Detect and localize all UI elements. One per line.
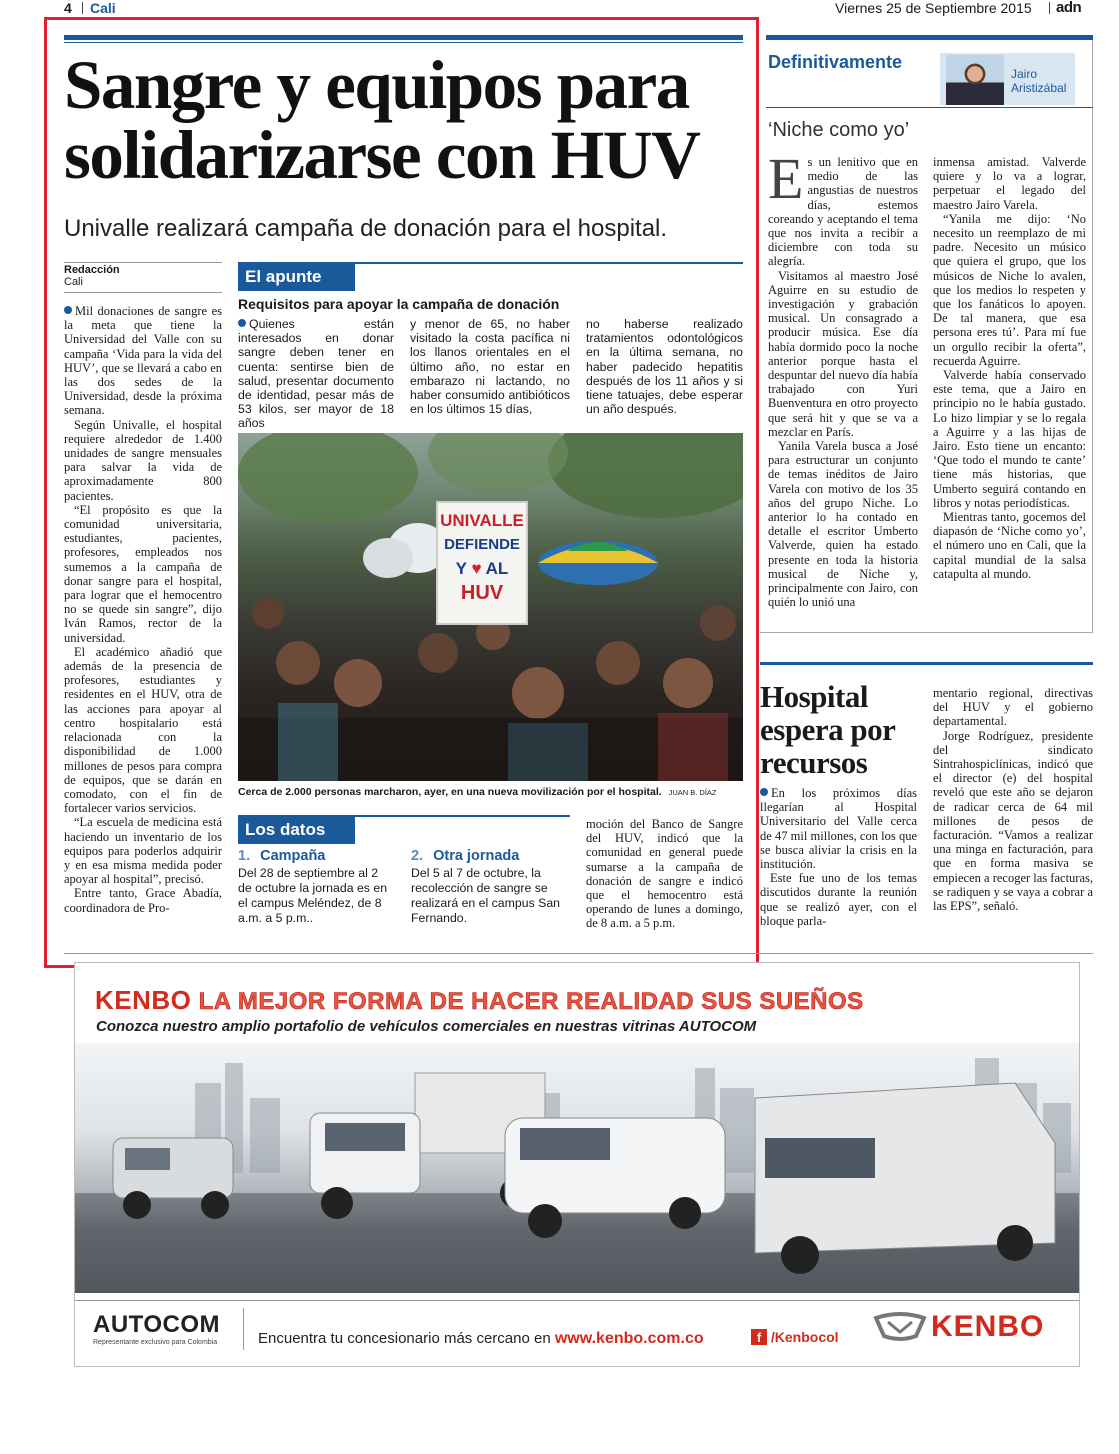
ad-vehicles-image: [75, 1043, 1080, 1293]
datos-item-1-text: Del 28 de septiembre al 2 de octubre la jornada es en el campus Meléndez, de 8 a.m. a 5 p.m..: [238, 866, 388, 925]
photo-caption: [238, 786, 743, 798]
ad-footer-rule: [75, 1300, 1080, 1301]
sign-line-3: Y ♥ AL: [455, 559, 509, 578]
social-link[interactable]: [751, 1329, 839, 1345]
apunte-title: El apunte: [238, 264, 355, 291]
dealer-name: AUTOCOM: [93, 1311, 221, 1338]
main-subheadline: Univalle realizará campaña de donación para el hospital.: [64, 215, 668, 242]
ad-subline: Conozca nuestro amplio portafolio de vehículos comerciales en nuestras vitrinas AUTOCOM: [96, 1018, 757, 1035]
column-title-rule: [766, 107, 1093, 108]
vehicles-illustration: [75, 1043, 1080, 1293]
issue-date: Viernes 25 de Septiembre 2015: [835, 0, 1032, 16]
drop-cap: E: [768, 146, 804, 211]
sign-line-1: UNIVALLE: [440, 511, 524, 530]
ad-footer-divider: [243, 1308, 244, 1350]
col1-para-2: Según Univalle, el hospital requiere alrededor de 1.400 unidades de sangre mensuales para salvar la vida de aproximadamente 800 pacientes.: [64, 417, 222, 503]
datos-item-2: [411, 848, 571, 926]
hospital-para-2: Este fue uno de los temas discutidos durante la reunión que se realizó ayer, con el bloque parla-: [760, 871, 917, 928]
ad-headline: [95, 985, 864, 1016]
datos-item-2-num: 2.: [411, 848, 424, 864]
column-para-1: Es un lenitivo que en medio de las angustias de nuestros días, estemos coreando y aceptando el tema que nos invita a recibir a diciembre con toda su alegría.: [768, 146, 918, 269]
apunte-col-2: y menor de 65, no haber visitado la costa pacífica ni los llanos orientales en el último año, no estar en embarazo ni lactando, no haber consumido antibióticos en los últimos 15 días,: [410, 317, 570, 417]
main-top-rule: [64, 35, 743, 40]
dealer-tagline: Representante exclusivo para Colombia: [93, 1339, 218, 1346]
hospital-headline-3: recursos: [760, 745, 868, 780]
datos-item-1-num: 1.: [238, 848, 251, 864]
byline-name: Redacción: [64, 264, 120, 276]
datos-item-2-title: Otra jornada: [433, 848, 520, 864]
datos-item-1-heading: [238, 848, 394, 864]
bullet-icon: [64, 306, 72, 314]
facebook-icon: f: [751, 1329, 767, 1345]
cta-text: Encuentra tu concesionario más cercano en: [258, 1330, 551, 1347]
hospital-para-3: mentario regional, directivas del HUV y el gobierno departamental.: [933, 686, 1093, 729]
section-name: Cali: [90, 0, 116, 16]
website-link[interactable]: www.kenbo.com.co: [554, 1330, 704, 1347]
column-top-rule: [766, 35, 1093, 40]
headline-line-1: Sangre y equipos para: [64, 47, 689, 123]
ad-slogan: LA MEJOR FORMA DE HACER REALIDAD SUS SUEÑOS: [198, 988, 864, 1015]
col1-para-4: El académico añadió que además de la presencia de profesores, estudiantes y residentes en el HUV, otra de las acciones para apoyar al centro hospitalario está relacionada con la disponibilidad de 1.000 millones de pesos para compra de equipos, que se darán en comodato, con el fin de fortalecer varios servicios.: [64, 644, 222, 816]
header-divider-2: [1049, 2, 1050, 14]
main-top-rule-thin: [64, 42, 743, 43]
datos-item-1-title: Campaña: [260, 848, 326, 864]
footer-brand: KENBO: [931, 1310, 1045, 1343]
photo-credit: JUAN B. DÍAZ: [668, 788, 717, 797]
col1-para-6: Entre tanto, Grace Abadía, coordinadora de Pro-: [64, 886, 222, 915]
page-header: [0, 0, 1119, 18]
headline-line-2: solidarizarse con HUV: [64, 117, 700, 193]
column-title: ‘Niche como yo’: [768, 119, 910, 141]
hospital-rule: [760, 662, 1093, 665]
sign-line-2: DEFIENDE: [444, 536, 520, 553]
heart-icon: ♥: [471, 559, 482, 578]
van-2: [755, 1083, 1055, 1274]
brand-logo: adn: [1056, 0, 1082, 16]
dealer-logo: [93, 1311, 220, 1346]
ad-cta: [258, 1330, 704, 1348]
kenbo-ad: [74, 962, 1080, 1367]
main-column-1: [64, 304, 222, 915]
column-para-3: Yanila Varela busca a José para estructurar un conjunto de temas inéditos de Jairo Varela con motivo de los 35 años del grupo Niche. Lo anterior lo ha contado en detalle el escritor Umberto Valverde, quien ha estado presente en toda la historia musical de Niche y, principalmente con Jairo, con quién lo unió una: [768, 439, 918, 610]
author-box: [940, 53, 1075, 105]
social-handle: /Kenbocol: [770, 1329, 839, 1345]
ad-separator: [64, 953, 1093, 954]
byline-city: Cali: [64, 276, 83, 288]
author-first-name: Jairo: [1011, 67, 1038, 81]
datos-item-2-heading: [411, 848, 571, 864]
hospital-headline-2: espera por: [760, 712, 896, 747]
column-para-2: Visitamos al maestro José Aguirre en su estudio de investigación y grabación musical. Un consagrado a producir música. Ese día había dormido poco la noche anterior porque hasta el despuntar del nuevo día había trabajado con Yuri Buenventura en otro proyecto que será hit y que se va a mezclar en París.: [768, 268, 918, 439]
datos-item-1: [238, 848, 394, 926]
hospital-headline-1: Hospital: [760, 679, 868, 714]
kenbo-emblem-icon: [872, 1312, 928, 1342]
datos-item-2-text: Del 5 al 7 de octubre, la recolección de sangre se realizará en el campus San Fernando.: [411, 866, 561, 925]
column-para-4: inmensa amistad. Valverde quiere y lo va a lograr, perpetuar el legado del maestro Jairo Varela.: [933, 155, 1086, 212]
hospital-para-1: En los próximos días llegarían al Hospital Universitario del Valle cerca de 47 mil millones, con los que se busca aliviar la crisis en la institución.: [760, 786, 917, 872]
col1-para-3: “El propósito es que la comunidad universitaria, estudiantes, pacientes, profesores, empleados nos sumemos a la campaña de donar sangre para el hospital, para lograr que el hemocentro no se quede sin sangre”, dijo Iván Ramos, rector de la universidad.: [64, 502, 222, 645]
hospital-col-1: [760, 786, 917, 928]
datos-title: Los datos: [238, 817, 355, 844]
byline-top-rule: [64, 262, 222, 263]
author-photo: [946, 55, 1004, 105]
column-para-7: Mientras tanto, gocemos del diapasón de ‘Niche como yo’, el número uno en Cali, que la capital mundial de la salsa catapulta al mundo.: [933, 510, 1086, 581]
column-section: Definitivamente: [768, 52, 903, 72]
column-para-6: Valverde había conservado este tema, que a Jairo en principio no le había gustado. Lo hizo limpiar y se lo regala a Aguirre y a las hijas de Jairo. Esto tiene un encanto: ‘Que todo el mundo te cante’ tiene más historias, que Umberto seguirá contando en libros y notas periodísticas.: [933, 368, 1086, 510]
author-last-name: Aristizábal: [1011, 81, 1067, 95]
bullet-icon: [238, 319, 246, 327]
column-col-1: [768, 146, 918, 610]
main-headline: [64, 47, 754, 193]
bullet-icon: [760, 788, 768, 796]
apunte-col-1: Quienes están interesados en donar sangre deben tener en cuenta: sentirse bien de salud, presentar documento de identidad, pesar más de 53 kilos, ser mayor de 18 años: [238, 317, 394, 431]
byline-bottom-rule: [64, 292, 222, 293]
col1-para-5: “La escuela de medicina está haciendo un inventario de los equipos para poderlos adquirir y en esa misma medida poder apoyar al hospital”, precisó.: [64, 815, 222, 887]
apunte-subtitle: Requisitos para apoyar la campaña de donación: [238, 296, 560, 312]
column-box: [760, 35, 1093, 633]
caption-text: Cerca de 2.000 personas marcharon, ayer, en una nueva movilización por el hospital.: [238, 786, 662, 798]
hospital-col-2: [933, 686, 1093, 913]
ad-brand: KENBO: [95, 985, 192, 1015]
protest-sign: [436, 501, 528, 625]
datos-continuation: moción del Banco de Sangre del HUV, indicó que la comunidad en general puede sumarse a la campaña de donación de sangre e indicó que el hemocentro está operando de lunes a domingo, de 8 a.m. a 5 p.m.: [586, 817, 743, 931]
column-para-5: “Yanila me dijo: ‘No necesito un reemplazo de mi padre. Necesito un músico que quiera el grupo, que los músicos de Niche lo avalen, que los medios lo respeten y que los fanáticos lo apoyen. De tal manera, que esa persona eres tú’. Para mí fue un orgullo recibir la oferta”, recuerda Aguirre.: [933, 211, 1086, 368]
column-col-2: [933, 155, 1086, 581]
header-divider: [82, 2, 83, 14]
byline: [64, 264, 222, 288]
apunte-col-3: no haberse realizado tratamientos odontológicos en la última semana, no haber padecido hepatitis después de los 11 años y si tiene tatuajes, debe esperar un año después.: [586, 317, 743, 417]
col1-para-1: Mil donaciones de sangre es la meta que tiene la Universidad del Valle con su campaña ‘Vida para la vida del HUV’, que se llevará a cabo en las dos sedes de la Universidad, desde la próxima semana.: [64, 304, 222, 418]
page-number: 4: [64, 0, 72, 16]
sign-line-4: HUV: [460, 582, 504, 604]
hospital-para-4: Jorge Rodríguez, presidente del sindicato Sintrahospiclínicas, indicó que el director (e) del hospital reveló que este año se dejaron de radicar cerca de 64 mil millones de pesos de facturación. “Vamos a realizar una minga en facturación, para que en forma masiva se empiecen a recoger las facturas, se radiquen y se vaya a cobrar a las EPS”, señaló.: [933, 728, 1093, 914]
hospital-headline: [760, 680, 930, 779]
protest-photo: [238, 433, 743, 781]
